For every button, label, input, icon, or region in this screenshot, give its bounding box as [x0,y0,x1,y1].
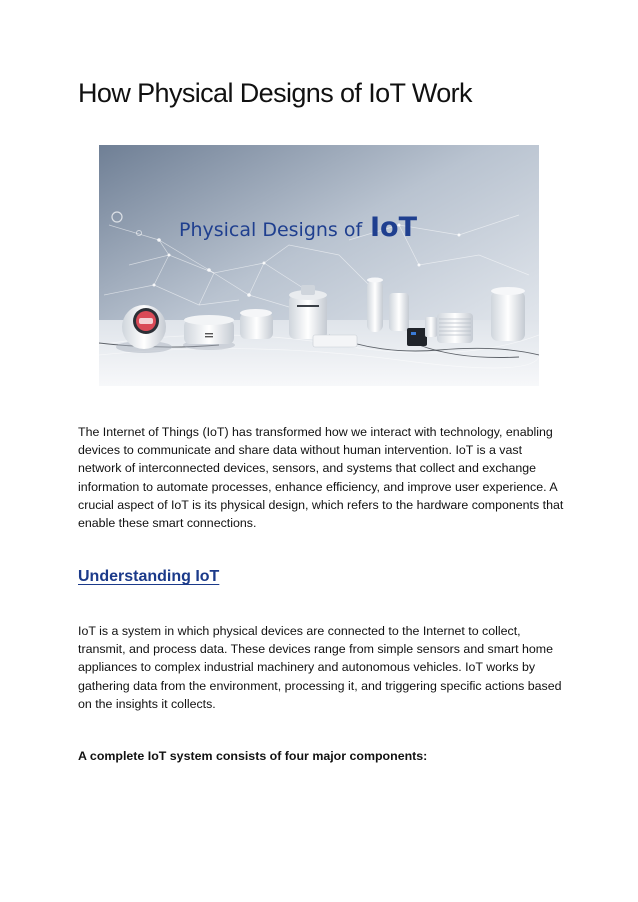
hero-caption-main: Physical Designs of [179,219,363,241]
section-paragraph: IoT is a system in which physical devices are connected to the Internet to collect, transmit, and process data. These devices range from simple sensors and smart home appliances to complex industrial machinery and autonomous vehicles. IoT works by gathering data from the environment, processing it, and triggering specific actions based on the insights it collects. [78,624,562,711]
hero-image [99,145,539,386]
components-lead: A complete IoT system consists of four major components: [78,749,428,763]
section-heading-link[interactable]: Understanding IoT [78,568,220,585]
intro-paragraph: The Internet of Things (IoT) has transformed how we interact with technology, enabling devices to communicate and share data without human intervention. IoT is a vast network of interconnected devices, sensors, and systems that collect and exchange information to automate processes, enhance efficiency, and improve user experience. A crucial aspect of IoT is its physical design, which refers to the hardware components that enable these smart connections. [78,425,564,531]
hero-caption-accent: IoT [370,212,418,243]
page-title: How Physical Designs of IoT Work [78,78,472,108]
